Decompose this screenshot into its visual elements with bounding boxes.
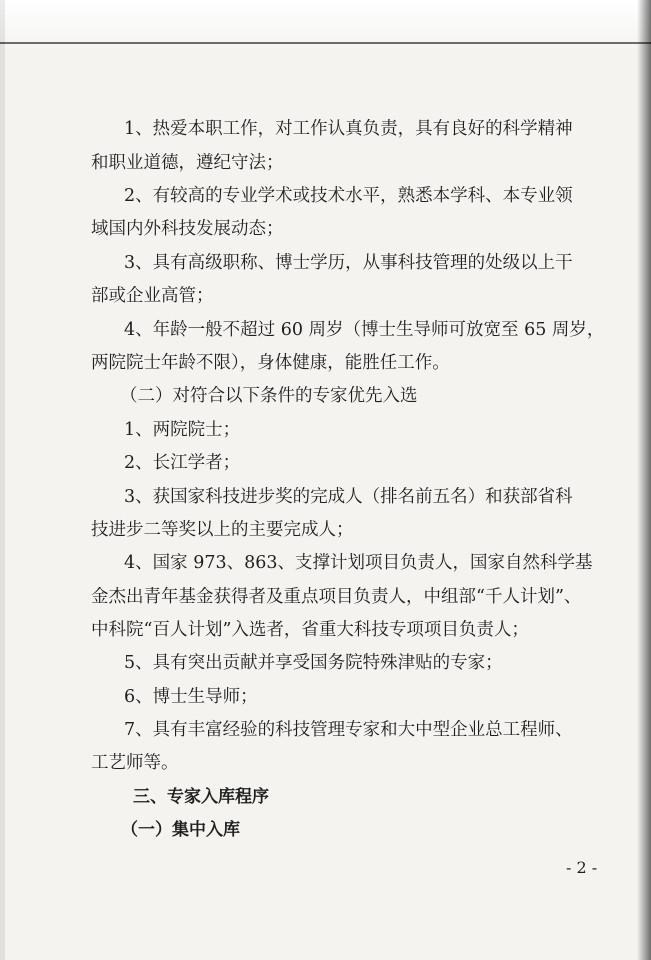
text-line: 金杰出青年基金获得者及重点项目负责人，中组部“千人计划”、 <box>91 587 582 607</box>
text-line: 3、具有高级职称、博士学历，从事科技管理的处级以上干 <box>124 253 573 273</box>
text-line: 部或企业高管； <box>91 286 214 306</box>
text-line: 和职业道德，遵纪守法； <box>91 153 284 173</box>
text-line: 5、具有突出贡献并享受国务院特殊津贴的专家； <box>124 653 503 673</box>
text-line: 3、获国家科技进步奖的完成人（排名前五名）和获部省科 <box>124 487 573 507</box>
text-line: 中科院“百人计划”入选者，省重大科技专项项目负责人； <box>91 620 529 640</box>
text-line: 7、具有丰富经验的科技管理专家和大中型企业总工程师、 <box>124 720 573 740</box>
text-line: 6、博士生导师； <box>124 687 258 707</box>
scan-right-edge <box>637 0 651 960</box>
text-line: 工艺师等。 <box>91 753 179 773</box>
page-number: - 2 - <box>566 858 598 877</box>
text-line: 1、两院院士； <box>124 420 241 440</box>
text-line: 两院院士年龄不限），身体健康，能胜任工作。 <box>91 353 450 373</box>
scan-left-edge <box>0 0 5 960</box>
text-line: 2、长江学者； <box>124 453 241 473</box>
text-line: 技进步二等奖以上的主要完成人； <box>91 520 354 540</box>
text-line: 2、有较高的专业学术或技术水平，熟悉本学科、本专业领 <box>124 186 573 206</box>
section-subheading: （二）对符合以下条件的专家优先入选 <box>120 386 418 406</box>
text-line: 4、国家 973、863、支撑计划项目负责人，国家自然科学基 <box>124 553 593 573</box>
section-subheading: （一）集中入库 <box>121 820 240 840</box>
scan-top-edge <box>0 42 651 44</box>
text-line: 1、热爱本职工作，对工作认真负责，具有良好的科学精神 <box>124 119 573 139</box>
top-shadow <box>0 0 651 52</box>
section-heading: 三、专家入库程序 <box>133 787 269 807</box>
text-line: 4、年龄一般不超过 60 周岁（博士生导师可放宽至 65 周岁， <box>124 320 605 340</box>
text-line: 域国内外科技发展动态； <box>91 219 284 239</box>
